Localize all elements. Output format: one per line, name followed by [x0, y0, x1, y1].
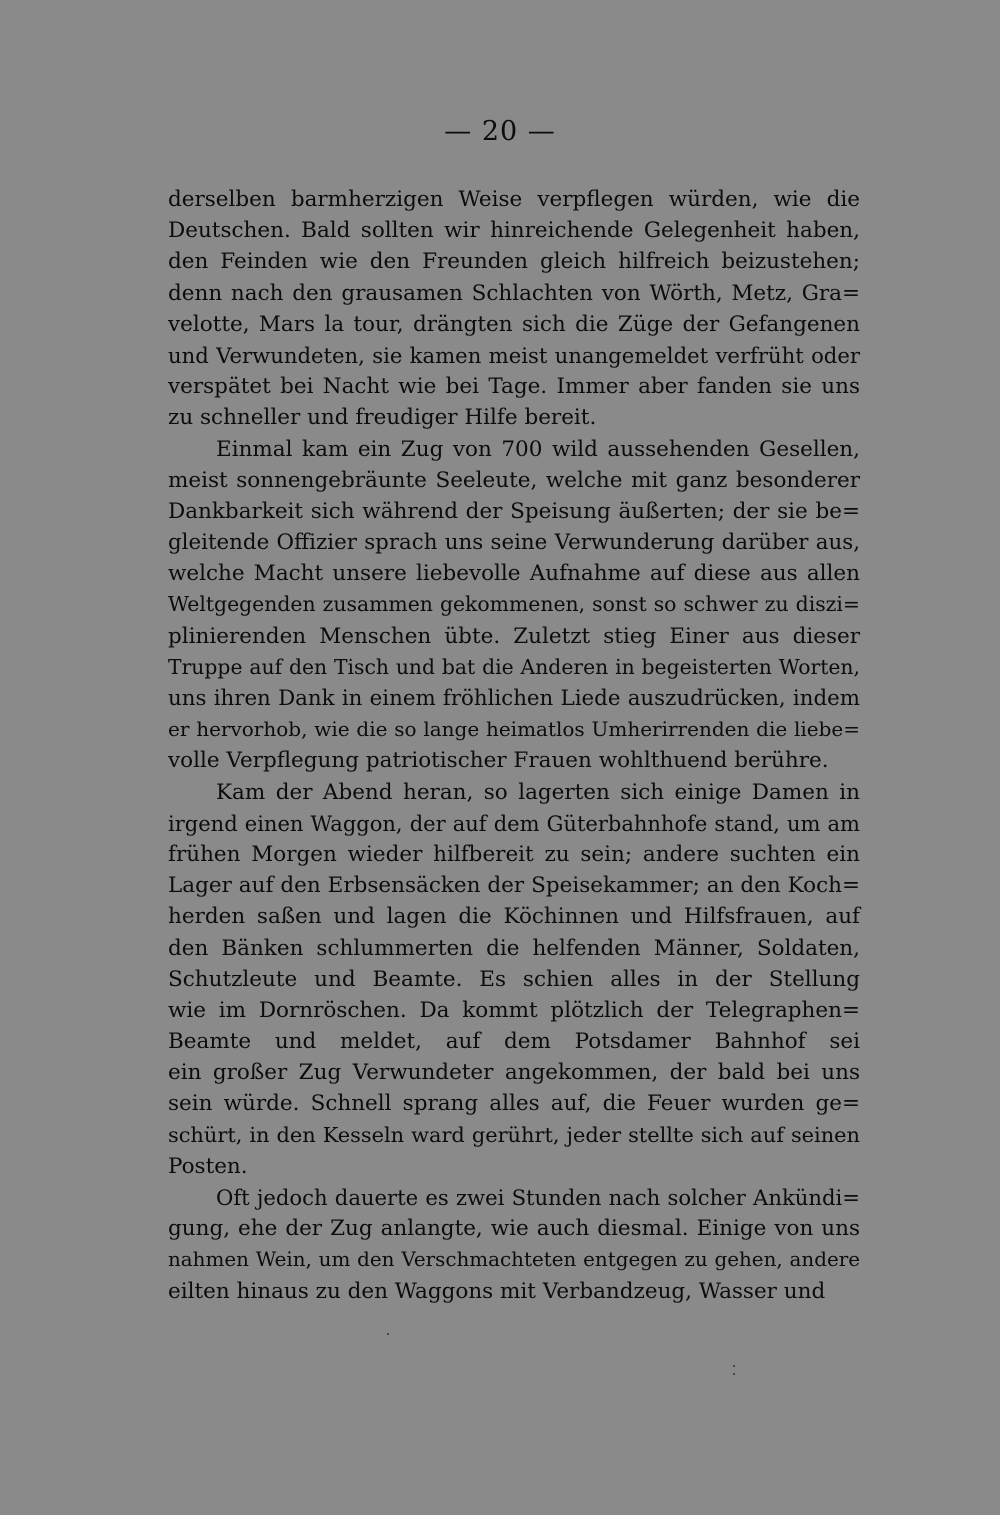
- text-line: denn nach den grausamen Schlachten von Wörth, Metz, Gra=: [168, 280, 860, 306]
- text-line: herden saßen und lagen die Köchinnen und Hilfsfrauen, auf: [168, 904, 860, 930]
- text-line: volle Verpflegung patriotischer Frauen wohlthuend berühre.: [168, 748, 829, 774]
- text-line: eilten hinaus zu den Waggons mit Verbandzeug, Wasser und: [168, 1278, 826, 1304]
- text-line: Kam der Abend heran, so lagerten sich einige Damen in: [216, 779, 860, 805]
- text-line: sein würde. Schnell sprang alles auf, die Feuer wurden ge=: [168, 1091, 860, 1117]
- text-line: Oft jedoch dauerte es zwei Stunden nach solcher Ankündi=: [216, 1185, 860, 1210]
- body-text: [168, 184, 860, 1307]
- text-line: Weltgegenden zusammen gekommenen, sonst so schwer zu diszi=: [168, 592, 860, 617]
- text-line: er hervorhob, wie die so lange heimatlos Umherirrenden die liebe=: [168, 717, 860, 742]
- paragraph: [168, 434, 860, 777]
- text-line: und Verwundeten, sie kamen meist unangemeldet verfrüht oder: [168, 342, 860, 368]
- text-line: Truppe auf den Tisch und bat die Anderen in begeisterten Worten,: [168, 654, 860, 679]
- page-number: — 20 —: [444, 116, 556, 147]
- paragraph: [168, 184, 860, 434]
- text-line: Dankbarkeit sich während der Speisung äußerten; der sie be=: [168, 498, 860, 524]
- text-line: welche Macht unsere liebevolle Aufnahme auf diese aus allen: [168, 561, 860, 587]
- text-line: nahmen Wein, um den Verschmachteten entgegen zu gehen, andere: [168, 1248, 860, 1272]
- text-line: verspätet bei Nacht wie bei Tage. Immer aber fanden sie uns: [168, 374, 860, 400]
- text-line: velotte, Mars la tour, drängten sich die Züge der Gefangenen: [168, 311, 860, 337]
- scan-speck: [733, 1373, 735, 1375]
- scan-speck: [387, 1333, 389, 1335]
- text-line: Lager auf den Erbsensäcken der Speisekammer; an den Koch=: [168, 873, 860, 899]
- text-line: gleitende Offizier sprach uns seine Verwunderung darüber aus,: [168, 530, 860, 556]
- text-line: Schutzleute und Beamte. Es schien alles in der Stellung: [168, 966, 860, 992]
- text-line: Beamte und meldet, auf dem Potsdamer Bahnhof sei: [168, 1029, 860, 1055]
- text-line: den Bänken schlummerten die helfenden Männer, Soldaten,: [168, 935, 860, 961]
- text-line: schürt, in den Kesseln ward gerührt, jeder stellte sich auf seinen: [168, 1122, 860, 1147]
- scan-speck: [733, 1365, 735, 1367]
- text-line: ein großer Zug Verwundeter angekommen, der bald bei uns: [168, 1060, 860, 1086]
- text-line: wie im Dornröschen. Da kommt plötzlich der Telegraphen=: [168, 997, 860, 1023]
- text-line: zu schneller und freudiger Hilfe bereit.: [168, 405, 597, 431]
- text-line: derselben barmherzigen Weise verpflegen würden, wie die: [168, 187, 860, 212]
- text-line: Posten.: [168, 1153, 248, 1179]
- text-line: irgend einen Waggon, der auf dem Güterbahnhofe stand, um am: [168, 810, 860, 836]
- text-line: gung, ehe der Zug anlangte, wie auch diesmal. Einige von uns: [168, 1216, 860, 1242]
- text-line: Einmal kam ein Zug von 700 wild aussehenden Gesellen,: [216, 436, 860, 462]
- text-line: meist sonnengebräunte Seeleute, welche mit ganz besonderer: [168, 467, 860, 493]
- text-line: uns ihren Dank in einem fröhlichen Liede auszudrücken, indem: [168, 686, 860, 711]
- text-line: frühen Morgen wieder hilfbereit zu sein; andere suchten ein: [168, 841, 860, 867]
- text-line: plinierenden Menschen übte. Zuletzt stieg Einer aus dieser: [168, 623, 860, 649]
- text-line: Deutschen. Bald sollten wir hinreichende Gelegenheit haben,: [168, 218, 860, 244]
- paragraph: [168, 777, 860, 1182]
- text-line: den Feinden wie den Freunden gleich hilfreich beizustehen;: [168, 249, 860, 275]
- paragraph: [168, 1182, 860, 1307]
